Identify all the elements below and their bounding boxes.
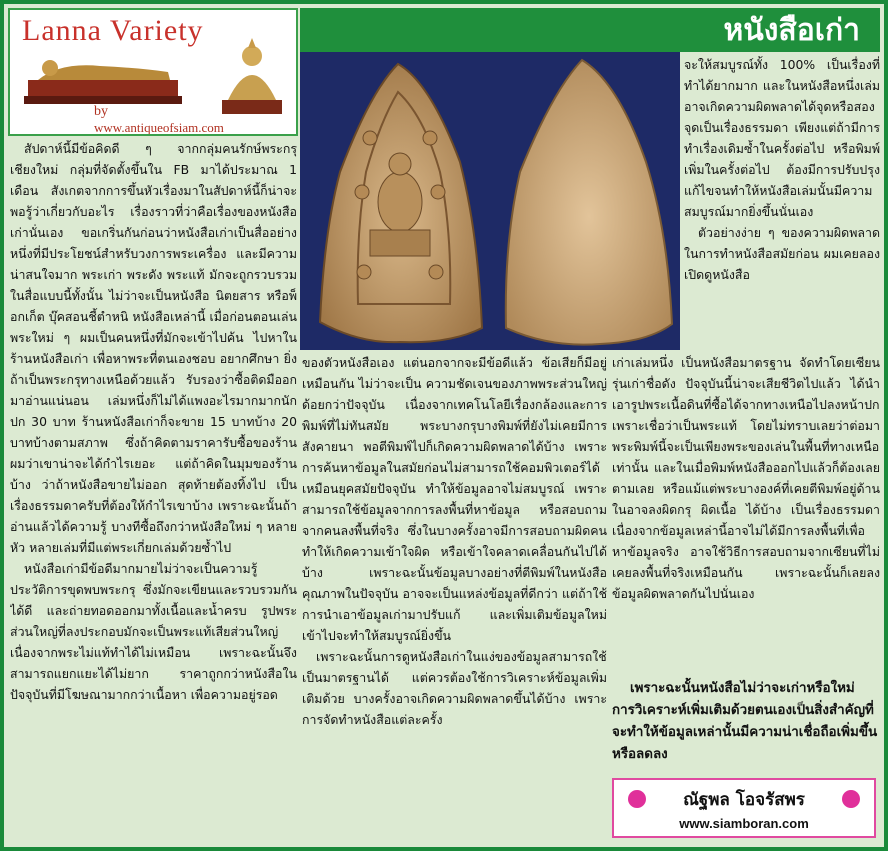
- article-column-3: [612, 352, 880, 674]
- paragraph: สัปดาห์นี้มีข้อคิดดี ๆ จากกลุ่มคนรักษ์พระกรุเชียงใหม่ กลุ่มที่จัดตั้งขึ้นใน FB มาได้ประมาณ 1 เดือน สังเกตจากการขึ้นหัวเรื่องมาในสัปดาห์นี้ก็น่าจะพอรู้ว่าเกี่ยวกับอะไร เรื่องราวที่ว่าคือเรื่องของหนังสือเก่านั่นเอง ขอเกริ่นกันก่อนว่าหนังสือเก่าเป็นสื่ออย่างหนึ่งที่มีประโยชน์สำหรับวงการพระเครื่อง และมีความน่าสนใจมาก พระเก่า พระดัง พระแท้ มักจะถูกรวบรวมในสื่อแบบนี้ทั้งนั้น ไม่ว่าจะเป็นหนังสือ นิตยสาร หรือพ็อกเก็ต บุ๊คสอนชี้ตำหนิ หนังสือเหล่านี้ เมื่อก่อนตอนเล่นพระใหม่ ๆ ผมเป็นคนหนึ่งที่มักจะเข้าไปค้น ไปหาในร้านหนังสือเก่า เพื่อหาพระที่ตนเองชอบ อยากศึกษา ยิ่งถ้าเป็นพระกรุทางเหนือด้วยแล้ว รับรองว่าซื้อติดมืออกมาอ่านแน่นอน เล่มหนึ่งก็ไม่ได้แพงอะไรมากมากนัก ปก 30 บาท ร้านหนังสือเก่าก็จะขาย 15 บาทบ้าง 20 บาทบ้างตามสภาพ ซึ่งถ้าคิดตามราคารับซื้อของร้านผมว่าเขาน่าจะได้กำไรเยอะ แต่ถ้าคิดในมุมของร้านบ้าง ว่าถ้าหนังสือขายไม่ออก สุดท้ายต้องทิ้งไป เป็นเรื่องธรรมดาครับที่ต้องให้กำไรเขาบ้าง เพราะฉะนั้นถ้าอ่านแล้วได้ความรู้ บางทีซื้อถึงกว่าหนังสือใหม่ ๆ หลายหัว หลายเล่มที่มีแต่พระเกี่ยกเล่มด้วยซ้ำไป: [10, 141, 297, 555]
- paragraph: เก่าเล่มหนึ่ง เป็นหนังสือมาตรฐาน จัดทำโดยเซียนรุ่นเก่าชื่อดัง ปัจจุบันนี้น่าจะเสียชีวิตไปแล้ว ได้นำเอารูปพระเนื้อดินที่ซื้อได้จากทางเหนือไปลงหน้าปก เพราะเชื่อว่าเป็นพระแท้ โดยไม่ทราบเลยว่าต่อมาพระพิมพ์นี้จะเป็นเพียงพระของเล่นในพื้นที่ทางเหนือเท่านั้น และในเมื่อพิมพ์หนังสือออกไปแล้วก็ต้องเลยตามเลย หรือแม้แต่พระบางองค์ที่เคยตีพิมพ์อยู่ด้านในอาจลงผิดกรุ ผิดเนื้อ ได้บ้าง เป็นเรื่องธรรมดา เนื่องจากข้อมูลเหล่านี้อาจไม่ได้มีการลงพื้นที่เพื่อหาข้อมูลจริง อาจใช้วิธีการสอบถามจากเซียนที่ไม่เคยลงพื้นที่จริงเหมือนกัน เพราะฉะนั้นก็เลยลงข้อมูลผิดพลาดกันไปนั่นเอง: [612, 355, 880, 601]
- article-column-1: [10, 138, 297, 843]
- author-name: ณัฐพล โอจรัสพร: [683, 790, 805, 810]
- logo-url: www.antiqueofsiam.com: [94, 120, 224, 135]
- article-column-2: [302, 352, 607, 842]
- emphasis-paragraph: [612, 678, 880, 766]
- paragraph: เพราะฉะนั้นหนังสือไม่ว่าจะเก่าหรือใหม่ การวิเคราะห์เพิ่มเติมด้วยตนเองเป็นสิ่งสำคัญที่จะทำให้ข้อมูลเหล่านั้นมีความน่าเชื่อถือเพิ่มขึ้น หรือลดลง: [612, 681, 878, 762]
- paragraph: ตัวอย่างง่าย ๆ ของความผิดพลาดในการทำหนังสือสมัยก่อน ผมเคยลองเปิดดูหนังสือ: [684, 225, 880, 282]
- amulet-illustration: [300, 52, 680, 350]
- paragraph: ของตัวหนังสือเอง แต่นอกจากจะมีข้อดีแล้ว ข้อเสียก็มีอยู่เหมือนกัน ไม่ว่าจะเป็น ความชัดเจนของภาพพระส่วนใหญ่ ด้อยกว่าปัจจุบัน เนื่องจากเทคโนโลยีเรื่องกล้องและการพิมพ์ที่ไม่ทันสมัย พระบางกรุบางพิมพ์ที่ยังไม่เคยมีการสังคายนา พอตีพิมพ์ไปก็เกิดความผิดพลาดได้บ้าง เพราะการค้นหาข้อมูลในสมัยก่อนไม่สามารถใช้คอมพิวเตอร์ได้เหมือนยุคสมัยปัจจุบัน ทำให้ข้อมูลอาจไม่สมบูรณ์ เพราะสามารถใช้ข้อมูลจากการลงพื้นที่หาข้อมูล หรือสอบถามจากคนลงพื้นที่จริง ซึ่งในบางครั้งอาจมีการสอบถามผิดคน ทำให้เกิดความเข้าใจผิด หรือเข้าใจคลาดเคลื่อนกันไปได้บ้าง เพราะฉะนั้นข้อมูลบางอย่างที่ตีพิมพ์ในหนังสือคุณภาพในปัจจุบัน อาจจะเป็นแหล่งข้อมูลที่ดีกว่า แต่ถ้าใช้การนำเอาข้อมูลเก่ามาปรับแก้ และเพิ่มเติมข้อมูลใหม่เข้าไปจะทำให้สมบูรณ์ยิ่งขึ้น: [302, 355, 607, 643]
- paragraph: จะให้สมบูรณ์ทั้ง 100% เป็นเรื่องที่ทำได้ยากมาก และในหนังสือหนึ่งเล่มอาจเกิดความผิดพลาดได้จุดหรือสองจุดเป็นเรื่องธรรมดา เพียงแต่ถ้ามีการทำเรื่องเดิมซ้ำในครั้งต่อไป หรือพิมพ์เพิ่มในครั้งต่อไป ต้องมีการปรับปรุงแก้ไขจนทำให้หนังสือเล่มนั้นมีความสมบูรณ์มากยิ่งขึ้นนั่นเอง: [684, 57, 880, 219]
- page-title: หนังสือเก่า: [723, 12, 860, 48]
- author-url[interactable]: www.siamboran.com: [679, 816, 809, 831]
- paragraph: เพราะฉะนั้นการดูหนังสือเก่าในแง่ของข้อมูลสามารถใช้เป็นมาตรฐานได้ แต่ควรต้องใช้การวิเคราะห์ข้อมูลเพิ่มเติมด้วย บางครั้งอาจเกิดความผิดพลาดขึ้นได้บ้าง เพราะการจัดทำหนังสือแต่ละครั้ง: [302, 649, 607, 727]
- amulet-photo: [300, 52, 680, 350]
- article-column-3-top: [684, 54, 880, 350]
- author-box: [612, 778, 876, 838]
- lanna-variety-logo: [8, 8, 298, 136]
- logo-by: by: [94, 104, 108, 119]
- logo-title: Lanna Variety: [22, 14, 204, 47]
- title-bar: [300, 8, 880, 52]
- paragraph: หนังสือเก่ามีข้อดีมากมายไม่ว่าจะเป็นความรู้ประวัติการขุดพบพระกรุ ซึ่งมักจะเขียนและรวบรวมกันได้ดี และถ่ายทอดออกมาทั้งเนื้อและน้ำครบ รูปพระส่วนใหญ่ที่ลงประกอบมักจะเป็นพระแท้เสียส่วนใหญ่ เนื่องจากพระไม่แท้ทำได้ไม่เหมือน เพราะฉะนั้นจึงสามารถแยกแยะได้ไม่ยาก ราคาถูกกว่าหนังสือในปัจจุบันที่มีโฆษณามากกว่าเนื้อหา เพื่อความอยู่รอด: [10, 561, 297, 702]
